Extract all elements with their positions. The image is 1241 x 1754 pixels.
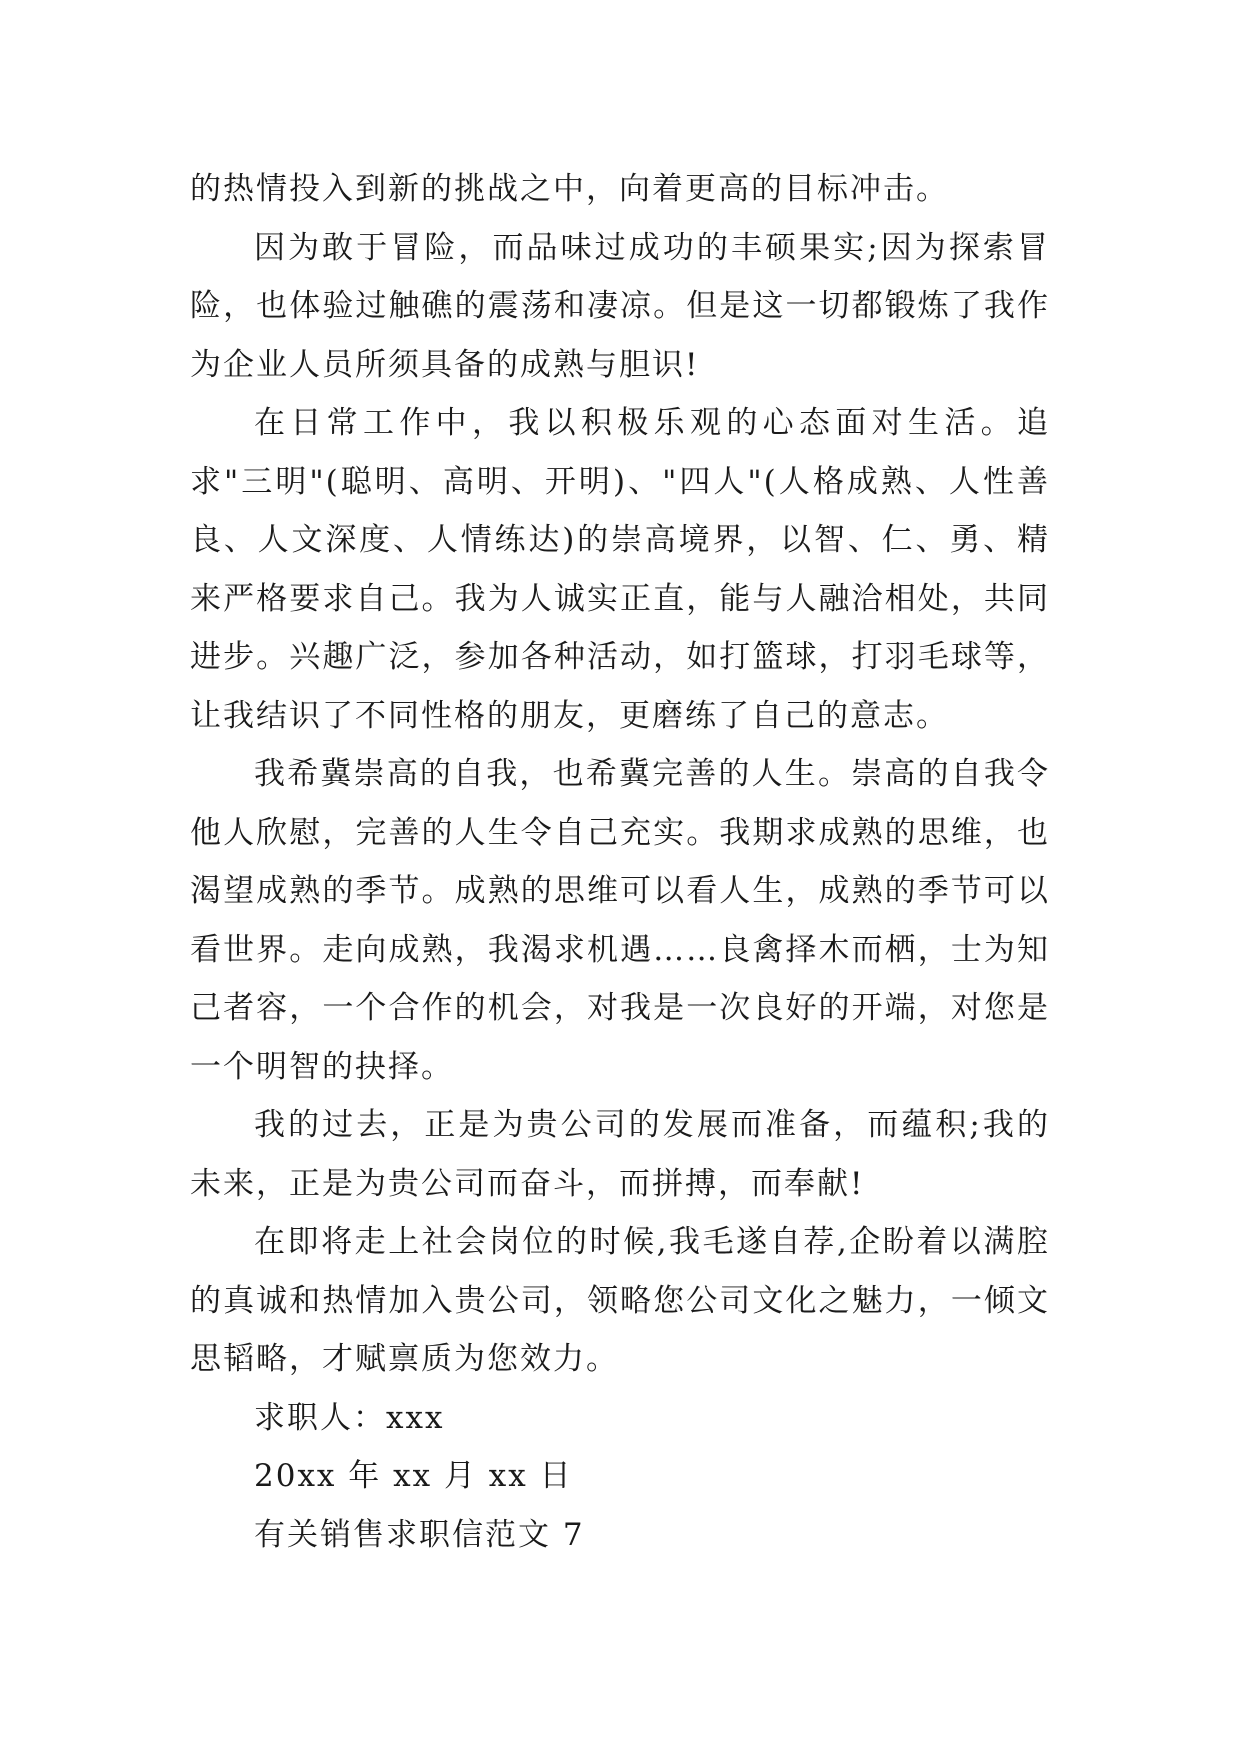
applicant-signature: 求职人：xxx [254,1399,445,1436]
paragraph-daily-work: 在日常工作中，我以积极乐观的心态面对生活。追求"三明"(聪明、高明、开明)、"四人"(人格成熟、人性善良、人文深度、人情练达)的崇高境界，以智、仁、勇、精来严格要求自己。我为人诚实正直，能与人融洽相处，共同进步。兴趣广泛，参加各种活动，如打篮球，打羽毛球等，让我结识了不同性格的朋友，更磨练了自己的意志。 [190,405,1050,734]
paragraph-aspiration: 我希冀崇高的自我，也希冀完善的人生。崇高的自我令他人欣慰，完善的人生令自己充实。我期求成熟的思维，也渴望成熟的季节。成熟的思维可以看人生，成熟的季节可以看世界。走向成熟，我渴求机遇……良禽择木而栖，士为知己者容，一个合作的机会，对我是一次良好的开端，对您是一个明智的抉择。 [190,756,1050,1085]
paragraph-adventure: 因为敢于冒险，而品味过成功的丰硕果实;因为探索冒险，也体验过触礁的震荡和凄凉。但是这一切都锻炼了我作为企业人员所须具备的成熟与胆识! [190,229,1050,383]
next-section-heading: 有关销售求职信范文 7 [254,1516,585,1553]
letter-date: 20xx 年 xx 月 xx 日 [254,1458,573,1494]
letter-body [190,160,1050,1564]
paragraph-past-future: 我的过去，正是为贵公司的发展而准备，而蕴积;我的未来，正是为贵公司而奋斗，而拼搏，而奉献! [190,1107,1050,1202]
paragraph-continuation: 的热情投入到新的挑战之中，向着更高的目标冲击。 [190,171,949,207]
paragraph-self-recommend: 在即将走上社会岗位的时候,我毛遂自荐,企盼着以满腔的真诚和热情加入贵公司，领略您公司文化之魅力，一倾文思韬略，才赋禀质为您效力。 [190,1224,1050,1377]
